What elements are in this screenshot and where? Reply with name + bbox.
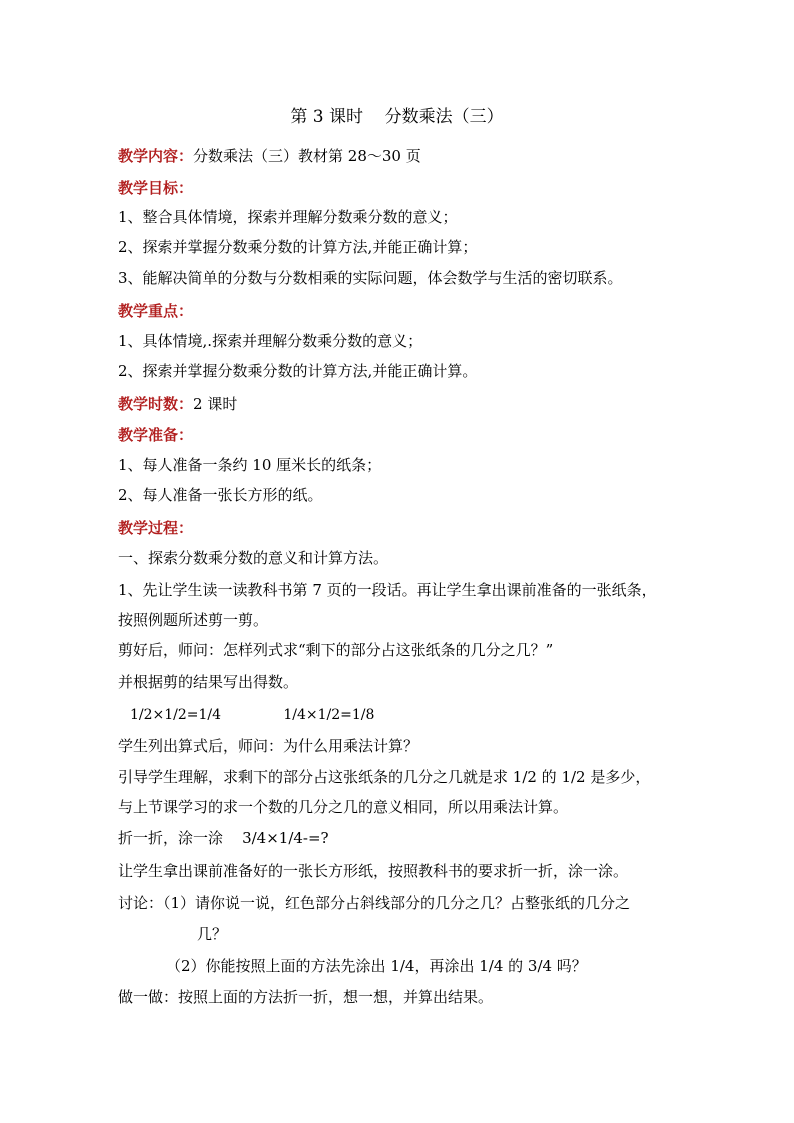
- process-line: 做一做：按照上面的方法折一折，想一想，并算出结果。: [118, 988, 494, 1006]
- process-line: 折一折，涂一涂 3/4×1/4-=?: [118, 829, 329, 847]
- discussion-line: （2）你能按照上面的方法先涂出 1/4，再涂出 1/4 的 3/4 吗？: [166, 957, 587, 975]
- discussion-continuation: 几？: [197, 925, 228, 943]
- key-point-item: 1、具体情境,.探索并理解分数乘分数的意义；: [118, 332, 423, 350]
- process-line: 剪好后，师问：怎样列式求“剩下的部分占这张纸条的几分之几？”: [118, 641, 554, 659]
- preparation-item: 1、每人准备一条约 10 厘米长的纸条；: [118, 456, 382, 474]
- hours-text: 2 课时: [193, 395, 238, 413]
- process-line: 让学生拿出课前准备好的一张长方形纸，按照教科书的要求折一折，涂一涂。: [118, 862, 629, 880]
- page-title: 第 3 课时 分数乘法（三）: [290, 107, 504, 127]
- teaching-content-label: 教学内容：: [118, 147, 194, 165]
- process-line: 并根据剪的结果写出得数。: [118, 673, 299, 691]
- preparation-item: 2、每人准备一张长方形的纸。: [118, 486, 323, 504]
- process-heading: 教学过程：: [118, 519, 194, 537]
- process-line: 学生列出算式后，师问：为什么用乘法计算？: [118, 737, 419, 755]
- preparation-heading: 教学准备：: [118, 426, 194, 444]
- discussion-line: 讨论：（1）请你说一说，红色部分占斜线部分的几分之几？占整张纸的几分之: [118, 894, 631, 912]
- key-points-heading-line: [118, 301, 193, 321]
- process-line: 一、探索分数乘分数的意义和计算方法。: [118, 549, 389, 567]
- hours-line: [118, 394, 237, 414]
- objective-item: 1、整合具体情境，探索并理解分数乘分数的意义；: [118, 208, 458, 226]
- teaching-content-text: 分数乘法（三）教材第 28～30 页: [193, 147, 421, 165]
- objectives-heading: 教学目标：: [118, 179, 194, 197]
- process-heading-line: [118, 518, 193, 538]
- formula-line: 1/2×1/2=1/4 1/4×1/2=1/8: [130, 707, 375, 723]
- process-line: 与上节课学习的求一个数的几分之几的意义相同，所以用乘法计算。: [118, 798, 569, 816]
- hours-label: 教学时数：: [118, 395, 194, 413]
- process-line: 1、先让学生读一读教科书第 7 页的一段话。再让学生拿出课前准备的一张纸条，: [118, 581, 657, 599]
- teaching-content-line: [118, 146, 421, 166]
- objectives-heading-line: [118, 178, 193, 198]
- objective-item: 2、探索并掌握分数乘分数的计算方法,并能正确计算；: [118, 238, 478, 256]
- objective-item: 3、能解决简单的分数与分数相乘的实际问题，体会数学与生活的密切联系。: [118, 269, 623, 287]
- key-points-heading: 教学重点：: [118, 302, 194, 320]
- process-line: 按照例题所述剪一剪。: [118, 611, 269, 629]
- preparation-heading-line: [118, 425, 193, 445]
- key-point-item: 2、探索并掌握分数乘分数的计算方法,并能正确计算。: [118, 362, 478, 380]
- process-line: 引导学生理解，求剩下的部分占这张纸条的几分之几就是求 1/2 的 1/2 是多少，: [118, 768, 651, 786]
